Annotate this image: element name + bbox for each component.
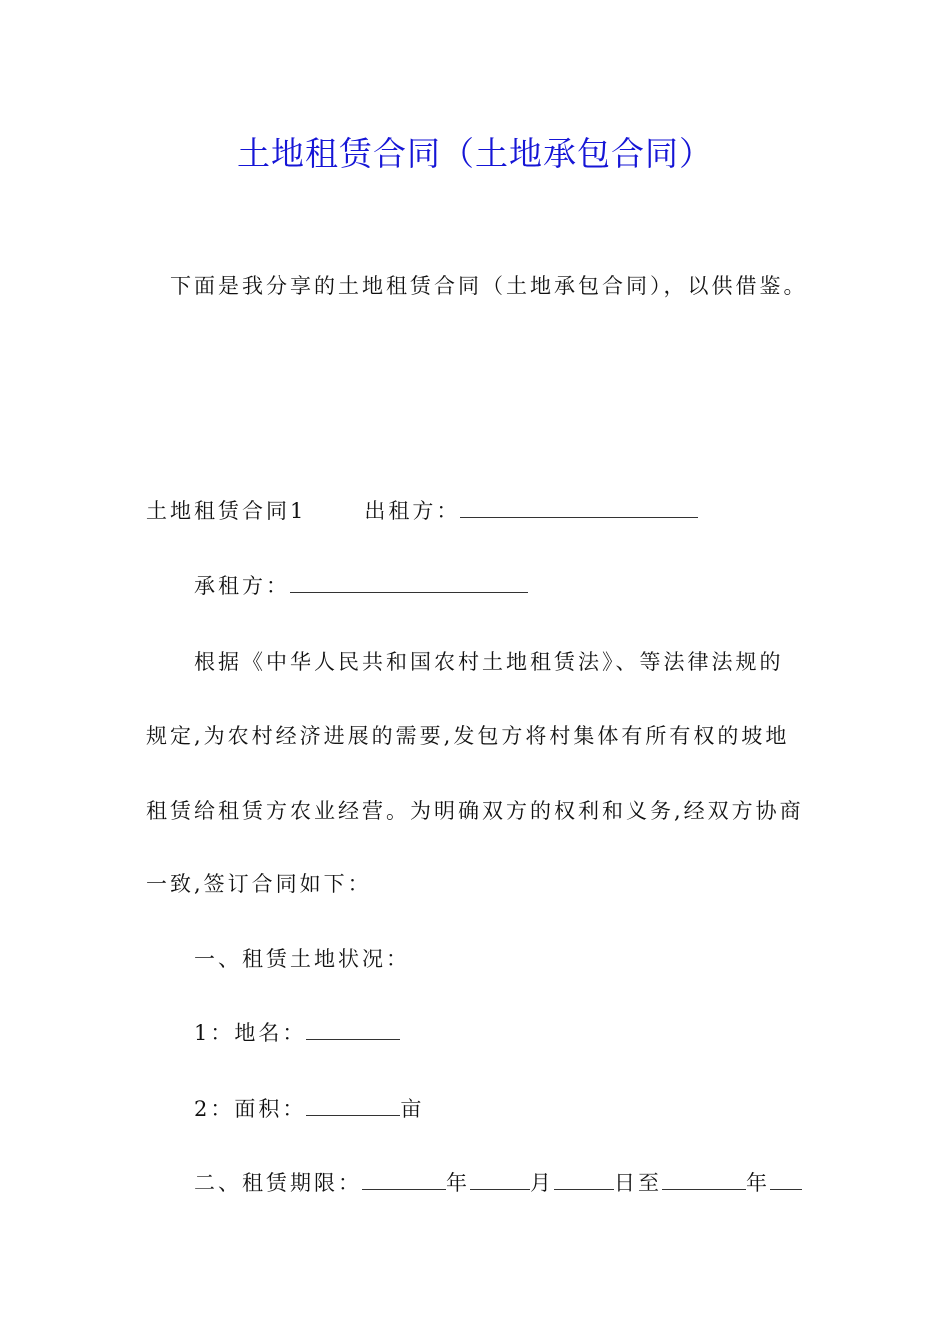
document-title: 土地租赁合同（土地承包合同）: [237, 134, 713, 173]
paragraph-line-1: 根据《中华人民共和国农村土地租赁法》、等法律法规的: [194, 650, 784, 674]
start-month-blank: [470, 1169, 530, 1190]
intro-text: 下面是我分享的土地租赁合同（土地承包合同），以供借鉴。: [170, 274, 808, 298]
lessee-line: [194, 570, 528, 600]
day-to-label: 日至: [614, 1171, 662, 1195]
year-label: 年: [446, 1171, 470, 1195]
item1-line: [194, 1017, 400, 1047]
parties-line: [146, 495, 698, 525]
lessor-label: 出租方：: [364, 499, 461, 523]
section2-label: 二、租赁期限：: [194, 1171, 362, 1195]
end-month-blank: [770, 1169, 802, 1190]
paragraph-line-3: 租赁给租赁方农业经营。为明确双方的权利和义务,经双方协商: [146, 799, 804, 823]
section2-line: [194, 1167, 802, 1197]
paragraph-line-2: 规定,为农村经济进展的需要,发包方将村集体有所有权的坡地: [146, 724, 790, 748]
item2-line: [194, 1093, 424, 1123]
end-year-blank: [662, 1169, 746, 1190]
start-year-blank: [362, 1169, 446, 1190]
lessee-blank: [290, 572, 528, 593]
end-year-label: 年: [746, 1171, 770, 1195]
start-day-blank: [554, 1169, 614, 1190]
section1-heading: 一、租赁土地状况：: [194, 947, 410, 971]
paragraph-line-4: 一致,签订合同如下：: [146, 872, 372, 896]
area-unit: 亩: [400, 1097, 425, 1121]
place-name-blank: [306, 1019, 400, 1040]
month-label: 月: [530, 1171, 554, 1195]
item1-label: 1：地名：: [194, 1021, 307, 1045]
area-blank: [306, 1095, 400, 1116]
lessee-label: 承租方：: [194, 574, 290, 598]
contract-label: 土地租赁合同1: [146, 499, 307, 523]
item2-label: 2：面积：: [194, 1097, 307, 1121]
lessor-blank: [460, 497, 698, 518]
